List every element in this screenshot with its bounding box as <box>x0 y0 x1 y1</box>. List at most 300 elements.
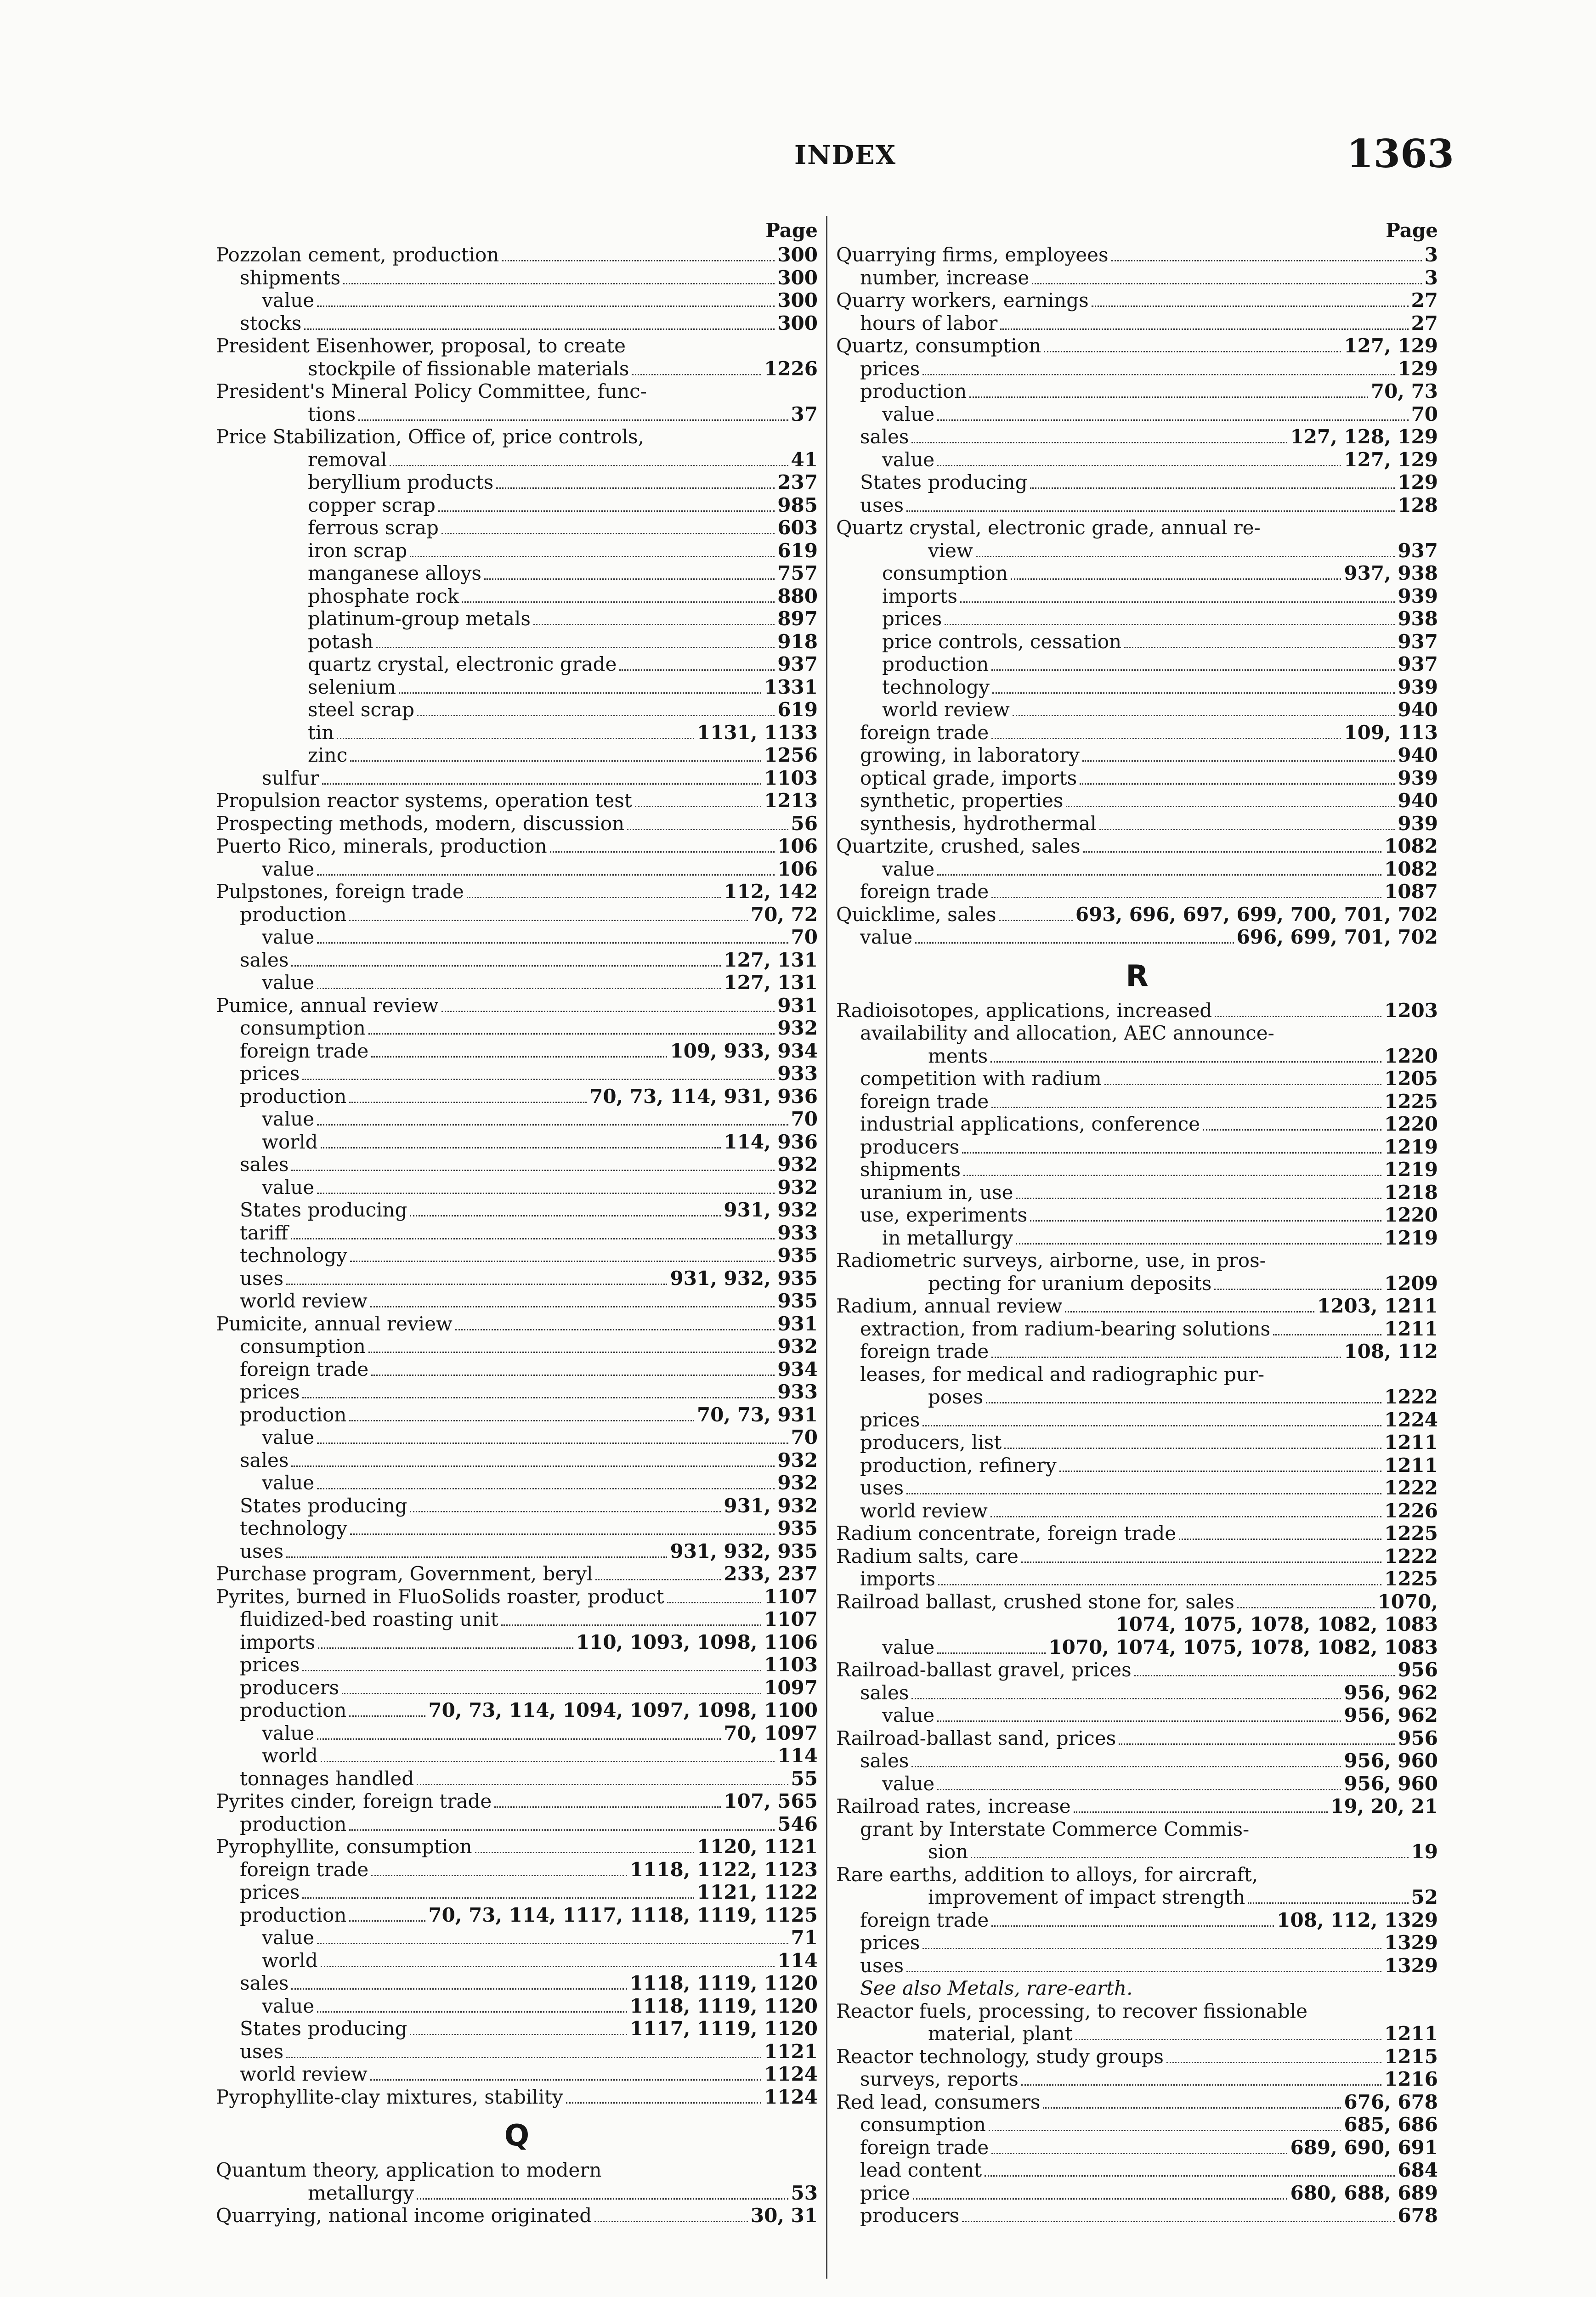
entry-term: ferrous scrap <box>308 516 439 539</box>
index-entry <box>836 767 1438 790</box>
leader-dots <box>999 920 1073 921</box>
index-entry <box>836 2113 1438 2136</box>
entry-page-refs: 30, 31 <box>750 2204 818 2227</box>
leader-dots <box>632 374 761 375</box>
entry-term: Pyrites, burned in FluoSolids roaster, product <box>216 1585 664 1608</box>
entry-page-refs: 1120, 1121 <box>696 1835 818 1858</box>
entry-term: world review <box>860 1499 988 1522</box>
leader-dots <box>399 692 761 694</box>
entry-page-refs: 940 <box>1398 744 1438 766</box>
entry-term: competition with radium <box>860 1067 1102 1090</box>
entry-page-refs: 546 <box>777 1812 818 1835</box>
entry-page-refs: 937 <box>1398 653 1438 675</box>
entry-term: President's Mineral Policy Committee, func- <box>216 380 647 402</box>
entry-term: selenium <box>308 675 396 698</box>
index-entry <box>836 1227 1438 1250</box>
leader-dots <box>475 1852 694 1853</box>
leader-dots <box>667 1602 762 1603</box>
index-entry <box>216 2159 818 2182</box>
leader-dots <box>1273 1334 1381 1335</box>
leader-dots <box>371 1875 627 1876</box>
index-entry <box>836 1954 1438 1977</box>
leader-dots <box>350 760 761 762</box>
entry-term: foreign trade <box>860 880 989 903</box>
leader-dots <box>1237 1607 1375 1608</box>
entry-page-refs: 55 <box>791 1767 818 1790</box>
index-entry <box>216 1471 818 1494</box>
index-entry <box>216 2063 818 2086</box>
index-entry <box>216 562 818 585</box>
entry-term: Pozzolan cement, production <box>216 243 499 266</box>
index-entry <box>836 1090 1438 1113</box>
index-entry <box>836 1136 1438 1159</box>
index-entry <box>216 1995 818 2018</box>
entry-term: value <box>882 402 935 425</box>
index-entry <box>836 1045 1438 1068</box>
entry-page-refs: 940 <box>1398 789 1438 812</box>
entry-page-refs: 1087 <box>1384 880 1438 903</box>
leader-dots <box>1032 283 1422 284</box>
entry-page-refs: 1225 <box>1384 1090 1438 1113</box>
entry-term: Quicklime, sales <box>836 903 996 926</box>
leader-dots <box>317 942 788 944</box>
entry-term: fluidized-bed roasting unit <box>240 1608 498 1630</box>
index-entry <box>216 971 818 994</box>
index-entry <box>836 2068 1438 2091</box>
index-entry <box>836 1863 1438 1886</box>
leader-dots <box>1065 1311 1314 1313</box>
entry-term: foreign trade <box>860 1908 989 1931</box>
leader-dots <box>318 1647 573 1649</box>
entry-term: world review <box>882 698 1010 721</box>
entry-term: quartz crystal, electronic grade <box>308 653 617 675</box>
entry-page-refs: 1107 <box>764 1608 818 1630</box>
entry-term: prices <box>240 1881 300 1903</box>
entry-term: hours of labor <box>860 311 998 334</box>
entry-page-refs: 1070, <box>1377 1590 1438 1613</box>
entry-term: value <box>262 289 315 311</box>
entry-page-refs: 233, 237 <box>724 1562 818 1585</box>
entry-page-refs: 1097 <box>764 1676 818 1699</box>
index-entry <box>216 1380 818 1403</box>
index-entry <box>836 1454 1438 1477</box>
entry-page-refs: 19 <box>1411 1840 1438 1863</box>
leader-dots <box>1092 306 1409 307</box>
index-entry <box>216 585 818 608</box>
index-entry <box>836 903 1438 926</box>
entry-term: price controls, cessation <box>882 630 1122 653</box>
entry-term: world <box>262 1744 318 1767</box>
index-entry <box>836 2136 1438 2159</box>
entry-page-refs: 684 <box>1398 2159 1438 2181</box>
index-entry <box>216 812 818 835</box>
leader-dots <box>963 1175 1381 1176</box>
index-entry <box>216 1608 818 1631</box>
index-entry <box>216 1267 818 1290</box>
index-entry <box>216 1494 818 1517</box>
entry-term: sulfur <box>262 766 319 789</box>
leader-dots <box>1215 1016 1381 1017</box>
entry-term: States producing <box>860 471 1028 493</box>
entry-page-refs: 1124 <box>764 2085 818 2108</box>
index-entry <box>216 676 818 699</box>
entry-term: sales <box>860 425 909 448</box>
leader-dots <box>321 1147 721 1148</box>
index-entry <box>216 1585 818 1608</box>
index-entry <box>216 767 818 790</box>
entry-term: Propulsion reactor systems, operation test <box>216 789 632 812</box>
entry-page-refs: 680, 688, 689 <box>1290 2181 1438 2204</box>
entry-page-refs: 956 <box>1398 1658 1438 1681</box>
leader-dots <box>627 829 788 830</box>
entry-term: potash <box>308 630 374 653</box>
entry-page-refs: 1225 <box>1384 1522 1438 1545</box>
entry-page-refs: 1329 <box>1384 1954 1438 1977</box>
index-entry <box>216 1358 818 1381</box>
index-entry <box>836 1477 1438 1499</box>
index-entry <box>216 1790 818 1813</box>
entry-term: production <box>240 903 347 926</box>
leader-dots <box>1013 715 1395 716</box>
index-entry <box>216 1199 818 1222</box>
entry-page-refs: 603 <box>777 516 818 539</box>
entry-term: production, refinery <box>860 1454 1057 1477</box>
entry-page-refs: 70 <box>1411 402 1438 425</box>
leader-dots <box>286 2057 761 2058</box>
index-entry <box>216 357 818 380</box>
entry-term: Quantum theory, application to modern <box>216 2159 602 2181</box>
entry-term: shipments <box>240 266 341 289</box>
entry-page-refs: 1329 <box>1384 1931 1438 1954</box>
index-entry <box>836 539 1438 562</box>
entry-page-refs: 70 <box>791 926 818 948</box>
leader-dots <box>350 1533 775 1535</box>
entry-term: availability and allocation, AEC announce- <box>860 1022 1274 1044</box>
entry-page-refs: 300 <box>777 289 818 311</box>
leader-dots <box>1059 1471 1381 1472</box>
leader-dots <box>1099 829 1395 830</box>
index-entry <box>836 1613 1438 1636</box>
entry-page-refs: 696, 699, 701, 702 <box>1236 926 1438 948</box>
index-entry <box>836 425 1438 448</box>
entry-term: producers, list <box>860 1431 1002 1454</box>
leader-dots <box>937 1652 1046 1654</box>
leader-dots <box>1043 2107 1341 2109</box>
index-entry <box>216 2204 818 2227</box>
entry-page-refs: 1103 <box>764 1653 818 1676</box>
entry-term: Radium, annual review <box>836 1295 1063 1317</box>
entry-page-refs: 1256 <box>764 744 818 766</box>
leader-dots <box>1203 1129 1381 1131</box>
entry-page-refs: 1218 <box>1384 1181 1438 1204</box>
entry-term: Rare earths, addition to alloys, for aircraft, <box>836 1863 1258 1886</box>
index-entry <box>216 607 818 630</box>
entry-term: number, increase <box>860 266 1030 289</box>
section-letter-r: R <box>1126 959 1149 993</box>
entry-page-refs: 127, 129 <box>1344 448 1438 471</box>
index-entry <box>836 999 1438 1022</box>
leader-dots <box>441 533 775 534</box>
index-entry <box>836 744 1438 767</box>
index-entry <box>216 1426 818 1449</box>
leader-dots <box>960 601 1395 603</box>
entry-term: producers <box>240 1676 340 1699</box>
leader-dots <box>371 1056 667 1058</box>
index-entry <box>836 835 1438 858</box>
leader-dots <box>321 1966 775 1967</box>
entry-term: removal <box>308 448 387 471</box>
entry-page-refs: 939 <box>1398 675 1438 698</box>
entry-page-refs: 956, 960 <box>1344 1772 1438 1795</box>
entry-term: prices <box>240 1653 300 1676</box>
leader-dots <box>417 715 775 716</box>
leader-dots <box>467 897 721 898</box>
leader-dots <box>991 738 1341 739</box>
entry-term: leases, for medical and radiographic pur- <box>860 1363 1265 1386</box>
entry-page-refs: 41 <box>791 448 818 471</box>
entry-page-refs: 127, 131 <box>724 971 818 994</box>
entry-term: Purchase program, Government, beryl <box>216 1562 593 1585</box>
entry-page-refs: 1219 <box>1384 1135 1438 1158</box>
entry-term: value <box>882 1635 935 1658</box>
entry-term: States producing <box>240 1494 407 1517</box>
leader-dots <box>911 1698 1341 1699</box>
entry-page-refs: 1203 <box>1384 999 1438 1022</box>
entry-term: Quartz crystal, electronic grade, annual re- <box>836 516 1261 539</box>
entry-page-refs: 70, 1097 <box>724 1721 818 1744</box>
entry-term: value <box>262 1994 315 2017</box>
index-entry <box>216 334 818 357</box>
index-entry <box>216 1653 818 1676</box>
entry-page-refs: 127, 128, 129 <box>1290 425 1438 448</box>
leader-dots <box>349 1829 775 1831</box>
leader-dots <box>317 1943 788 1944</box>
index-entry <box>836 1727 1438 1750</box>
entry-term: copper scrap <box>308 493 436 516</box>
entry-page-refs: 107, 565 <box>724 1790 818 1812</box>
leader-dots <box>991 897 1381 898</box>
entry-term: sales <box>860 1749 909 1772</box>
leader-dots <box>1134 1675 1395 1676</box>
index-entry <box>216 1290 818 1313</box>
index-entry <box>216 698 818 721</box>
index-entry <box>216 1108 818 1131</box>
entry-page-refs: 70, 73, 114, 931, 936 <box>589 1085 818 1108</box>
entry-page-refs: 300 <box>777 266 818 289</box>
entry-page-refs: 56 <box>791 812 818 835</box>
index-entry <box>836 1840 1438 1863</box>
entry-term: poses <box>928 1386 984 1408</box>
entry-term: world review <box>240 1290 368 1312</box>
leader-dots <box>911 1766 1341 1767</box>
entry-term: prices <box>240 1062 300 1085</box>
leader-dots <box>937 419 1408 421</box>
entry-page-refs: 1117, 1119, 1120 <box>629 2017 818 2040</box>
leader-dots <box>291 1988 627 1990</box>
column-divider <box>826 216 827 2279</box>
entry-page-refs: 1121, 1122 <box>696 1881 818 1903</box>
entry-term: ments <box>928 1044 988 1067</box>
index-entry <box>836 721 1438 744</box>
entry-term: Puerto Rico, minerals, production <box>216 835 547 857</box>
entry-page-refs: 880 <box>777 584 818 607</box>
entry-term: tin <box>308 721 334 744</box>
leader-dots <box>985 2175 1395 2177</box>
entry-term: price <box>860 2181 910 2204</box>
index-entry <box>216 1949 818 1972</box>
index-entry <box>216 1131 818 1154</box>
index-entry <box>216 403 818 426</box>
index-entry <box>216 1631 818 1654</box>
entry-page-refs: 1213 <box>764 789 818 812</box>
entry-page-refs: 27 <box>1411 311 1438 334</box>
entry-page-refs: 53 <box>791 2181 818 2204</box>
entry-page-refs: 110, 1093, 1098, 1106 <box>576 1630 818 1653</box>
entry-term: consumption <box>240 1017 366 1039</box>
leader-dots <box>304 328 775 330</box>
index-entry <box>836 1795 1438 1818</box>
leader-dots <box>906 1493 1381 1494</box>
entry-page-refs: 37 <box>791 402 818 425</box>
entry-page-refs: 678 <box>1398 2204 1438 2227</box>
entry-page-refs: 1220 <box>1384 1044 1438 1067</box>
entry-page-refs: 939 <box>1398 812 1438 835</box>
entry-page-refs: 1226 <box>1384 1499 1438 1522</box>
entry-term: Pumice, annual review <box>216 994 439 1017</box>
index-entry <box>216 1222 818 1245</box>
leader-dots <box>410 2034 627 2035</box>
leader-dots <box>302 1397 775 1398</box>
leader-dots <box>991 1925 1274 1927</box>
leader-dots <box>349 920 748 921</box>
index-entry <box>216 1153 818 1176</box>
entry-term: in metallurgy <box>882 1226 1013 1249</box>
entry-term: prices <box>860 1931 920 1954</box>
index-entry <box>216 312 818 335</box>
leader-dots <box>550 851 775 853</box>
entry-page-refs: 932 <box>777 1471 818 1494</box>
index-entry <box>836 676 1438 699</box>
entry-page-refs: 300 <box>777 311 818 334</box>
entry-page-refs: 106 <box>777 835 818 857</box>
entry-term: value <box>882 857 935 880</box>
index-entry <box>216 243 818 266</box>
index-entry <box>216 2182 818 2205</box>
index-entry <box>836 471 1438 494</box>
entry-page-refs: 128 <box>1398 493 1438 516</box>
entry-term: imports <box>240 1630 315 1653</box>
entry-page-refs: 1082 <box>1384 857 1438 880</box>
entry-term: production <box>860 380 967 402</box>
entry-page-refs: 70, 73, 931 <box>696 1403 818 1426</box>
leader-dots <box>635 806 761 807</box>
index-entry <box>836 926 1438 949</box>
entry-page-refs: 939 <box>1398 766 1438 789</box>
entry-page-refs: 937 <box>777 653 818 675</box>
entry-term: foreign trade <box>240 1858 369 1881</box>
entry-term: Radioisotopes, applications, increased <box>836 999 1212 1022</box>
leader-dots <box>991 2153 1287 2154</box>
index-entry <box>836 266 1438 289</box>
entry-term: Reactor technology, study groups <box>836 2045 1164 2068</box>
entry-term: Railroad ballast, crushed stone for, sales <box>836 1590 1234 1613</box>
index-entry <box>836 1499 1438 1522</box>
leader-dots <box>1011 578 1341 580</box>
entry-term: world review <box>240 2063 368 2085</box>
leader-dots <box>1075 2039 1382 2040</box>
entry-term: shipments <box>860 1158 961 1181</box>
index-entry <box>836 1340 1438 1363</box>
index-entry <box>216 1085 818 1108</box>
index-entry <box>836 1886 1438 1909</box>
leader-dots <box>484 578 775 580</box>
entry-term: value <box>262 1108 315 1130</box>
entry-page-refs: 1074, 1075, 1078, 1082, 1083 <box>1115 1613 1438 1635</box>
entry-page-refs: 70, 73, 114, 1117, 1118, 1119, 1125 <box>428 1903 818 1926</box>
entry-term: foreign trade <box>860 1090 989 1113</box>
leader-dots <box>286 1284 667 1285</box>
entry-term: surveys, reports <box>860 2068 1019 2090</box>
index-entry <box>216 1858 818 1881</box>
index-entry <box>216 721 818 744</box>
entry-page-refs: 70 <box>791 1108 818 1130</box>
leader-dots <box>370 1306 775 1307</box>
index-entry <box>836 1386 1438 1409</box>
leader-dots <box>501 1624 761 1626</box>
entry-page-refs: 935 <box>777 1244 818 1267</box>
leader-dots <box>971 1857 1408 1858</box>
index-entry <box>216 1972 818 1995</box>
entry-page-refs: 1211 <box>1384 1431 1438 1454</box>
entry-term: foreign trade <box>860 2136 989 2159</box>
entry-page-refs: 1222 <box>1384 1545 1438 1567</box>
leader-dots <box>991 669 1395 671</box>
index-entry <box>836 2000 1438 2023</box>
leader-dots <box>991 1107 1381 1108</box>
entry-page-refs: 1216 <box>1384 2068 1438 2090</box>
index-entry <box>836 2091 1438 2114</box>
entry-page-refs: 114 <box>777 1744 818 1767</box>
leader-dots <box>566 2102 761 2104</box>
entry-term: beryllium products <box>308 471 494 493</box>
index-entry <box>836 1636 1438 1659</box>
entry-term: tonnages handled <box>240 1767 414 1790</box>
entry-term: Radium salts, care <box>836 1545 1019 1567</box>
entry-term: Pumicite, annual review <box>216 1312 453 1335</box>
entry-page-refs: 1226 <box>764 357 818 380</box>
index-entry <box>216 1176 818 1199</box>
leader-dots <box>906 1971 1381 1972</box>
entry-page-refs: 1070, 1074, 1075, 1078, 1082, 1083 <box>1048 1635 1438 1658</box>
entry-page-refs: 933 <box>777 1380 818 1403</box>
leader-dots <box>992 692 1395 694</box>
index-entry <box>836 1318 1438 1341</box>
entry-page-refs: 985 <box>777 493 818 516</box>
entry-term: uses <box>240 1267 284 1290</box>
entry-term: Radiometric surveys, airborne, use, in pros- <box>836 1249 1266 1272</box>
leader-dots <box>1124 647 1395 648</box>
entry-term: producers <box>860 2204 960 2227</box>
index-entry <box>216 2040 818 2063</box>
index-entry <box>216 1449 818 1472</box>
leader-dots <box>438 510 775 512</box>
leader-dots <box>350 1261 775 1262</box>
entry-term: Price Stabilization, Office of, price controls, <box>216 425 644 448</box>
entry-page-refs: 956, 962 <box>1344 1681 1438 1704</box>
entry-page-refs: 1118, 1119, 1120 <box>629 1972 818 1994</box>
index-entry <box>216 994 818 1017</box>
leader-dots <box>990 1061 1381 1063</box>
